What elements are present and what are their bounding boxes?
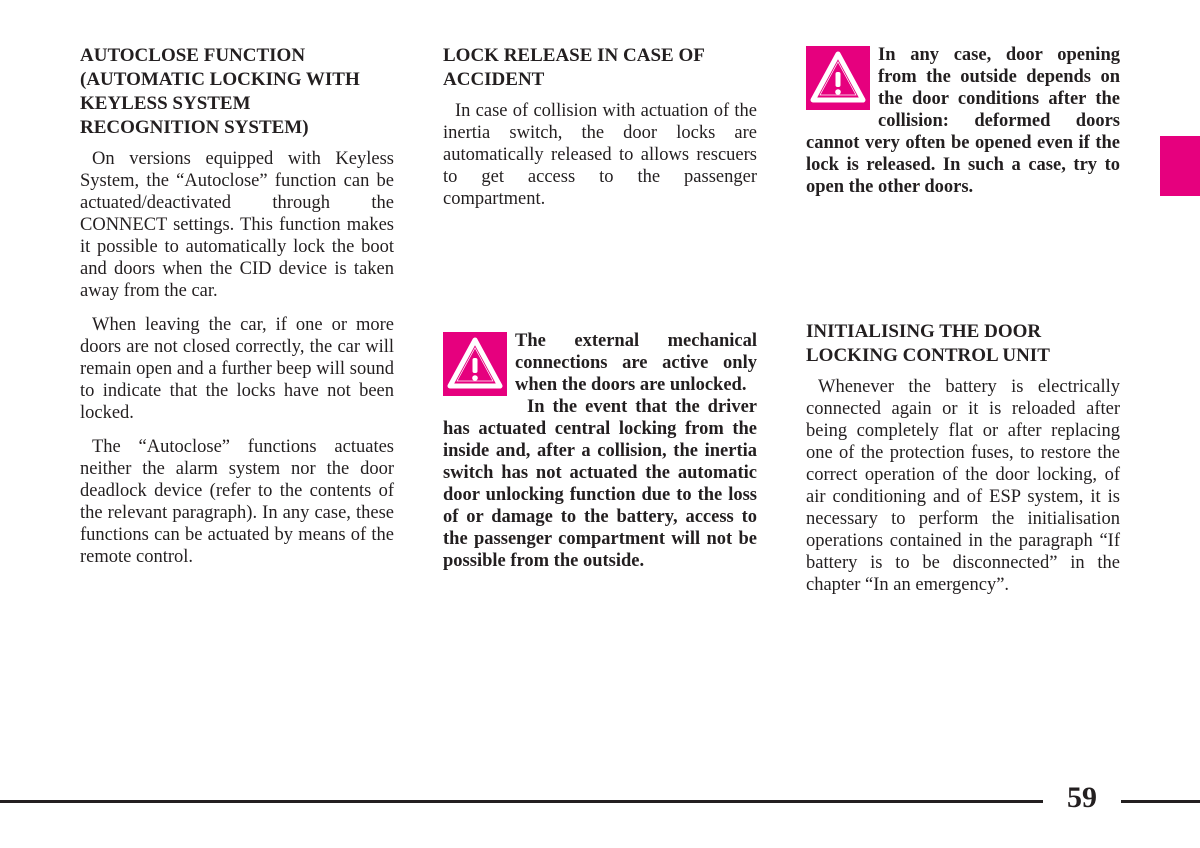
paragraph: On versions equipped with Keyless System, the “Autoclose” function can be actuated/deactivated through the CONNECT settings. This function makes it possible to automatically lock the boot and doors when the CID device is taken away from the car. (80, 149, 394, 301)
heading-lock-release: LOCK RELEASE IN CASE OF ACCIDENT (443, 45, 705, 90)
column-autoclose (80, 44, 394, 580)
page-number: 59 (1067, 781, 1097, 814)
section-initialising (806, 320, 1120, 608)
warning-text: In the event that the driver has actuated central locking from the inside and, after a collision, the inertia switch has not actuated the automatic door unlocking function due to the loss of or damage to the battery, access to the passenger compartment will not be possible from the outside. (443, 397, 757, 571)
heading-initialising-control-unit: INITIALISING THE DOOR LOCKING CONTROL UNIT (806, 321, 1050, 366)
chapter-tab (1160, 136, 1200, 196)
paragraph: When leaving the car, if one or more doors are not closed correctly, the car will remain open and a further beep will sound to indicate that the locks have not been locked. (80, 315, 394, 423)
paragraph: Whenever the battery is electrically connected again or it is reloaded after being completely flat or after replacing one of the protection fuses, to restore the correct operation of the door locking, of air conditioning and of ESP system, it is necessary to perform the initialisation operations contained in the paragraph “If battery is to be disconnected” in the chapter “In an emergency”. (806, 377, 1120, 595)
warning-box-door-opening (806, 44, 1120, 198)
footer-rule (0, 800, 1043, 803)
heading-autoclose-function: AUTOCLOSE FUNCTION (AUTOMATIC LOCKING WITH KEYLESS SYSTEM RECOGNITION SYSTEM) (80, 45, 360, 138)
warning-text: In any case, door opening from the outside depends on the door conditions after the collision: deformed doors cannot very often be opened even if the lock is released. In such a case, try to open the other doors. (806, 45, 1120, 197)
column-door-opening-warning (806, 44, 1120, 198)
paragraph: In case of collision with actuation of the inertia switch, the door locks are automatically released to allows rescuers to get access to the passenger compartment. (443, 101, 757, 209)
warning-triangle-icon (443, 332, 507, 396)
warning-text: The external mechanical connections are active only when the doors are unlocked. (515, 331, 757, 395)
footer-rule (1121, 800, 1200, 803)
paragraph: The “Autoclose” functions actuates neither the alarm system nor the door deadlock device (refer to the contents of the relevant paragraph). In any case, these functions can be actuated by means of the remote control. (80, 437, 394, 567)
warning-box-mechanical-connections (443, 330, 757, 572)
column-lock-release (443, 44, 757, 222)
warning-triangle-icon (806, 46, 870, 110)
